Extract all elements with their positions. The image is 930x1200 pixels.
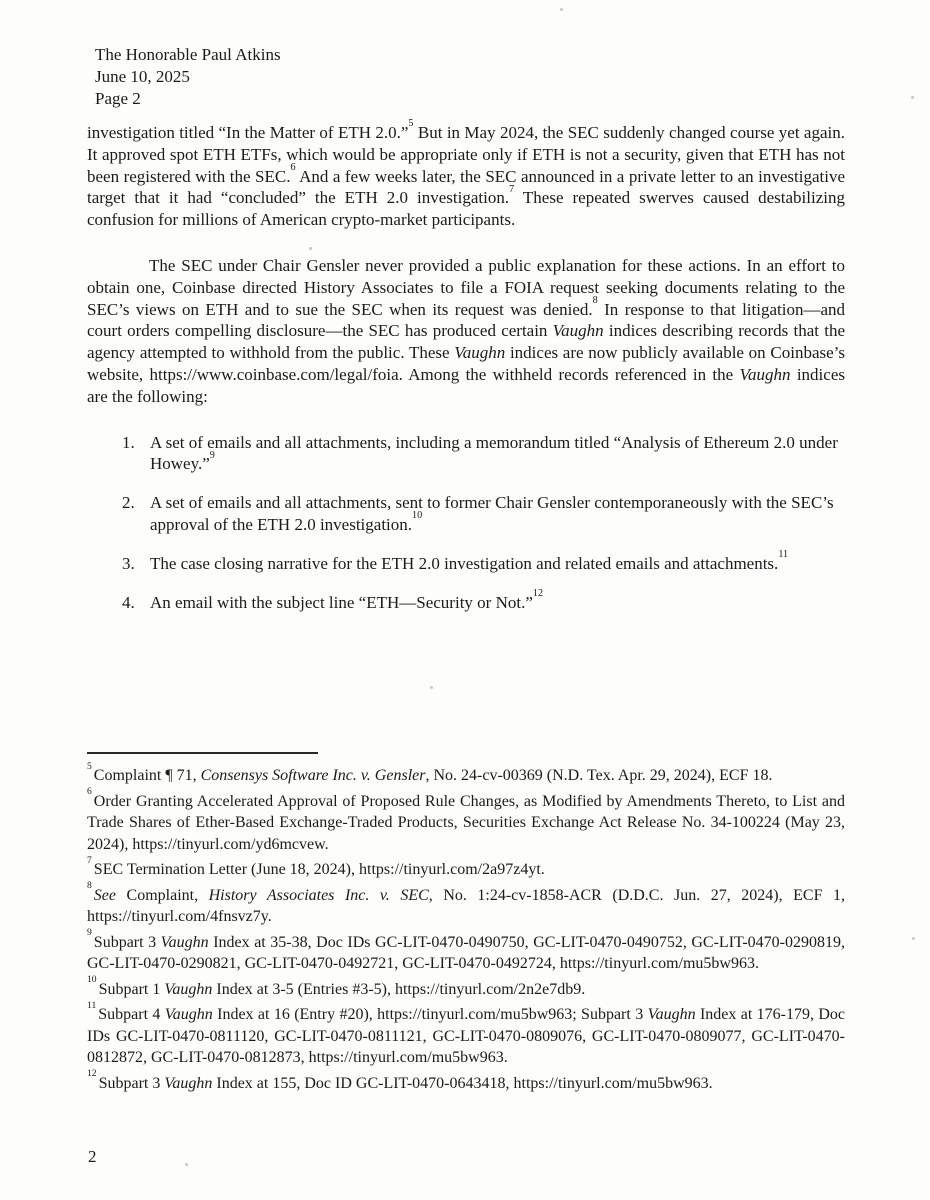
footnote-reference: 10 <box>412 510 423 522</box>
date-line: June 10, 2025 <box>95 67 190 86</box>
footnote-marker: 7 <box>87 854 92 866</box>
list-item-text <box>150 587 845 614</box>
footnote-reference: 7 <box>509 183 515 195</box>
italic-segment: Vaughn <box>552 321 604 341</box>
text-segment: Index at 3-5 (Entries #3-5), https://tinyurl.com/2n2e7db9. <box>212 980 586 998</box>
text-segment: Index at 176-179, Doc IDs GC-LIT-0470-0811120, GC-LIT-0470-0811121, GC-LIT-0470-0809076, GC-LIT-0470-0809077, GC-LIT-0470-0812872, GC-LIT-0470-0812873, https://tinyurl.com/mu5bw963. <box>87 1006 846 1066</box>
italic-segment: See <box>93 886 116 904</box>
list-item <box>122 492 845 536</box>
list-item <box>122 432 845 476</box>
scan-speck <box>309 247 312 250</box>
text-segment: In response to that litigation—and court orders compelling disclosure—the SEC has produced certain <box>87 299 845 341</box>
footnote <box>87 760 845 787</box>
text-segment: indices are now publicly available on Coinbase’s website, https://www.coinbase.com/legal/foia. Among the withheld records referenced in the <box>87 343 845 384</box>
footnote <box>87 854 845 881</box>
text-segment: The SEC under Chair Gensler never provided a public explanation for these actions. In an effort to obtain one, Coinbase directed History Associates to file a FOIA request seeking documents relating to the SEC’s views on ETH and to sue the SEC when its request was denied. <box>87 255 845 319</box>
footnote-reference: 6 <box>290 161 296 173</box>
text-segment: Subpart 4 <box>98 1006 165 1023</box>
scan-speck <box>430 686 433 689</box>
text-segment: Subpart 1 <box>98 980 165 998</box>
list-item-number: 4. <box>122 592 135 612</box>
list-item-number: 1. <box>122 432 135 452</box>
italic-segment: History Associates Inc. v. SEC <box>208 886 429 904</box>
scan-speck <box>185 1163 188 1166</box>
footnote <box>87 974 845 1001</box>
footnote-list <box>87 760 846 1094</box>
text-segment: SEC Termination Letter (June 18, 2024), https://tinyurl.com/2a97z4yt. <box>93 861 545 878</box>
text-segment: Index at 16 (Entry #20), https://tinyurl.com/mu5bw963; Subpart 3 <box>212 1006 648 1023</box>
text-segment: Complaint ¶ 71, <box>93 767 201 784</box>
footnote-marker: 10 <box>87 974 97 986</box>
recipient-line: The Honorable Paul Atkins <box>95 45 281 64</box>
text-segment: And a few weeks later, the SEC announced in a private letter to an investigative target that it had “concluded” the ETH 2.0 investigation. <box>87 166 846 208</box>
footnote-reference: 11 <box>778 549 789 560</box>
text-segment: The case closing narrative for the ETH 2.0 investigation and related emails and attachments. <box>150 553 779 573</box>
italic-segment: Consensys Software Inc. v. Gensler <box>200 767 426 784</box>
italic-segment: Vaughn <box>739 364 791 384</box>
text-segment: A set of emails and all attachments, including a memorandum titled “Analysis of Ethereum 2.0 under Howey.” <box>150 432 838 474</box>
scan-speck <box>560 8 563 11</box>
italic-segment: Vaughn <box>647 1006 696 1023</box>
footnote <box>87 880 846 928</box>
footnote-marker: 6 <box>87 786 92 798</box>
text-segment: Subpart 3 <box>98 1074 165 1092</box>
body-paragraphs <box>87 118 846 408</box>
footnote-marker: 12 <box>87 1068 97 1080</box>
footnote <box>87 786 845 856</box>
footnote-reference: 9 <box>209 449 215 461</box>
list-item-number: 2. <box>122 493 135 513</box>
paragraph <box>87 118 846 231</box>
footnote-section <box>87 752 845 1098</box>
scan-speck <box>912 937 915 940</box>
page-label-line: Page 2 <box>95 89 141 108</box>
paragraph <box>87 255 845 408</box>
text-segment: Complaint, <box>116 886 209 904</box>
text-segment: Order Granting Accelerated Approval of Proposed Rule Changes, as Modified by Amendments Thereto, to List and Trade Shares of Ether-Based Exchange-Traded Products, Securities Exchange Act Release No. 34-100224 (May 23, 2024), https://tinyurl.com/yd6mcvew. <box>87 792 845 853</box>
footnote <box>87 927 845 975</box>
letter-body <box>87 118 846 630</box>
text-segment: , No. 1:24-cv-1858-ACR (D.D.C. Jun. 27, 2024), ECF 1, https://tinyurl.com/4fnsvz7y. <box>87 886 846 925</box>
footnote-marker: 9 <box>87 927 92 939</box>
italic-segment: Vaughn <box>454 343 506 363</box>
italic-segment: Vaughn <box>164 1074 213 1092</box>
italic-segment: Vaughn <box>164 1006 213 1023</box>
italic-segment: Vaughn <box>164 980 213 998</box>
text-segment: , No. 24-cv-00369 (N.D. Tex. Apr. 29, 2024), ECF 18. <box>425 767 773 784</box>
text-segment: investigation titled “In the Matter of ETH 2.0.” <box>87 123 409 142</box>
footnote-reference: 8 <box>592 294 598 306</box>
footnote-separator <box>87 752 318 754</box>
numbered-list <box>87 432 845 614</box>
text-segment: indices describing records that the agency attempted to withhold from the public. These <box>87 321 845 363</box>
text-segment: A set of emails and all attachments, sent to former Chair Gensler contemporaneously with the SEC’s approval of the ETH 2.0 investigation. <box>150 493 834 534</box>
list-item-text <box>150 432 845 476</box>
text-segment: Subpart 3 <box>93 933 161 951</box>
list-item <box>122 587 845 614</box>
italic-segment: Vaughn <box>160 933 209 951</box>
list-item-text <box>150 549 845 575</box>
list-item <box>122 549 845 575</box>
page-number: 2 <box>88 1147 97 1166</box>
footnote <box>87 999 846 1069</box>
text-segment: Index at 35-38, Doc IDs GC-LIT-0470-0490750, GC-LIT-0470-0490752, GC-LIT-0470-0290819, GC-LIT-0470-0290821, GC-LIT-0470-0492721, GC-LIT-0470-0492724, https://tinyurl.com/mu5bw963. <box>87 933 845 972</box>
text-segment: Index at 155, Doc ID GC-LIT-0470-0643418, https://tinyurl.com/mu5bw963. <box>212 1074 713 1092</box>
footnote-marker: 8 <box>87 880 92 892</box>
text-segment: indices are the following: <box>87 364 845 406</box>
text-segment: These repeated swerves caused destabilizing confusion for millions of American crypto-market participants. <box>87 188 845 230</box>
text-segment: But in May 2024, the SEC suddenly changed course yet again. It approved spot ETH ETFs, which would be appropriate only if ETH is not a security, given that ETH has not been registered with the SEC. <box>87 123 845 186</box>
footnote-reference: 5 <box>408 118 414 130</box>
footnote-reference: 12 <box>532 587 544 599</box>
scan-speck <box>911 96 914 99</box>
footnote-marker: 5 <box>87 760 92 772</box>
text-segment: An email with the subject line “ETH—Security or Not.” <box>150 592 533 612</box>
list-item-number: 3. <box>122 553 135 573</box>
footnote-marker: 11 <box>87 999 97 1011</box>
footnote <box>87 1068 845 1095</box>
list-item-text <box>150 492 845 536</box>
letter-header <box>95 44 281 110</box>
